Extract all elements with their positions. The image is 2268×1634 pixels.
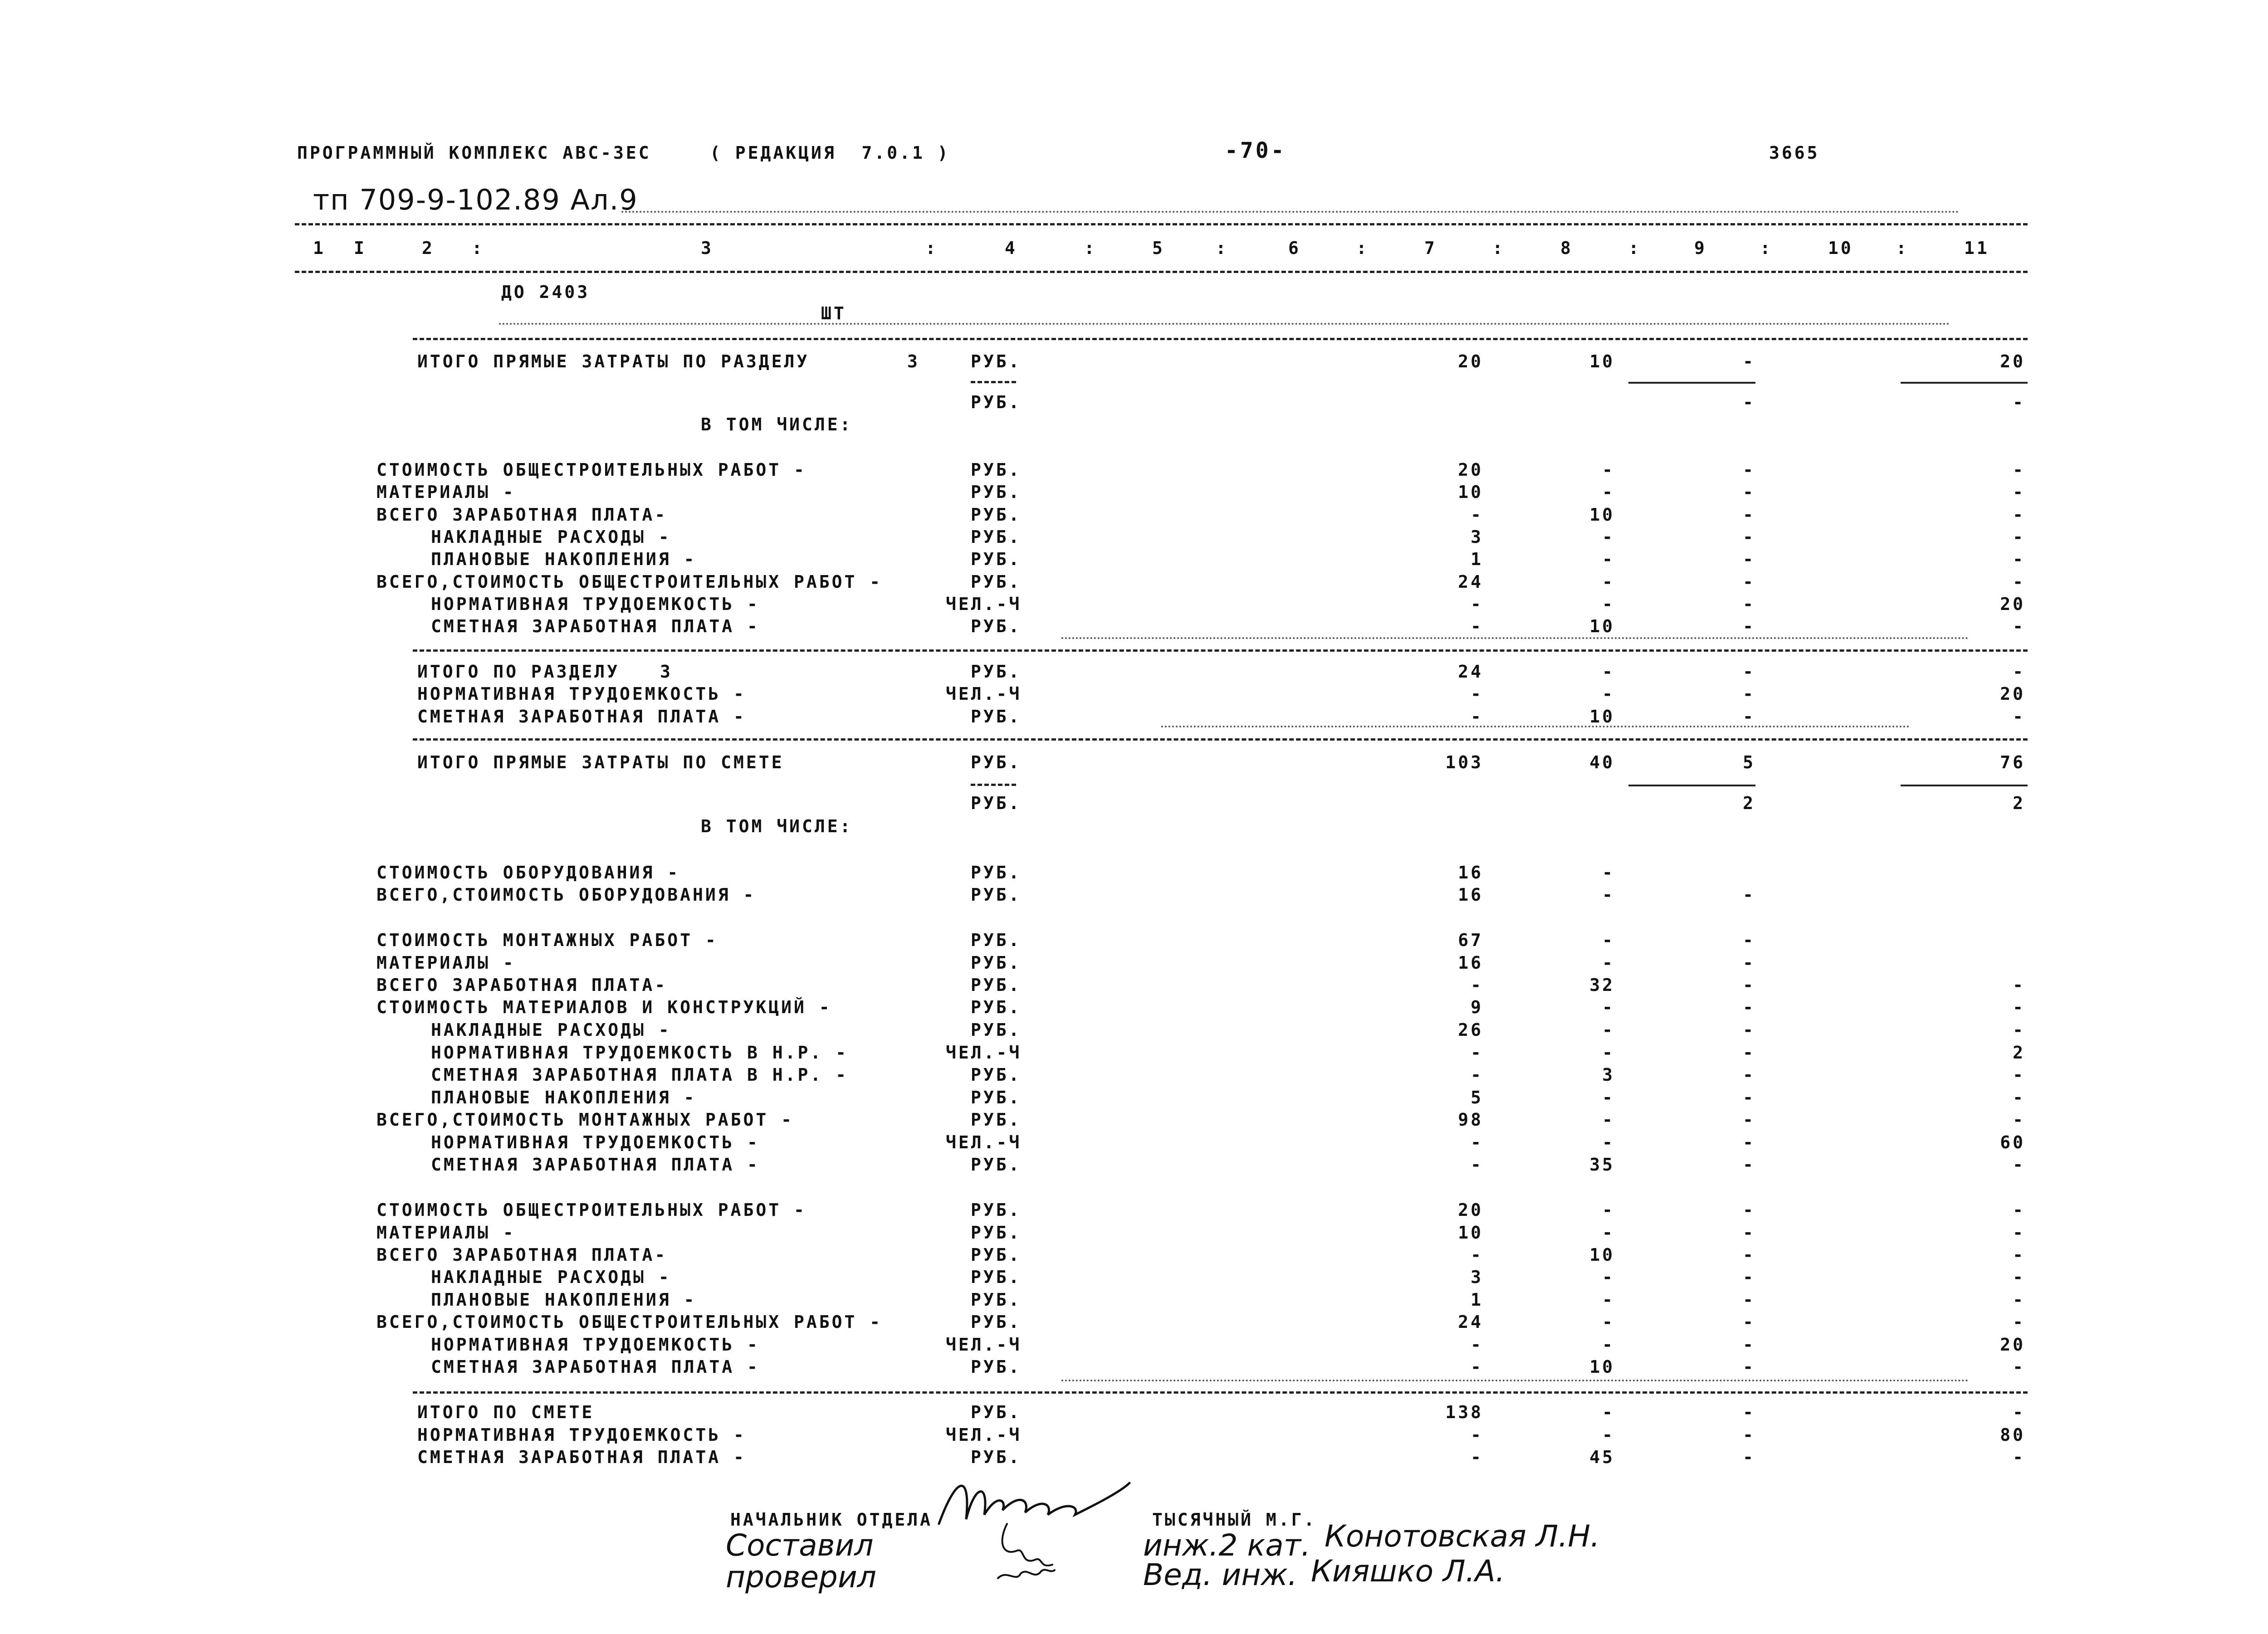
- col9-value: -: [1743, 975, 1755, 995]
- col7-value: 5: [1471, 1088, 1483, 1107]
- row-label: СМЕТНАЯ ЗАРАБОТНАЯ ПЛАТА -: [417, 707, 746, 727]
- row-label: СМЕТНАЯ ЗАРАБОТНАЯ ПЛАТА -: [417, 1447, 746, 1467]
- col11-value: 20: [2000, 684, 2025, 704]
- program-edition: ( РЕДАКЦИЯ 7.0.1 ): [710, 143, 950, 163]
- column-header-16: 9: [1694, 238, 1707, 258]
- col11-value: -: [2013, 1447, 2025, 1467]
- unit-underline-2: [971, 784, 1016, 786]
- column-header-6: 4: [1005, 238, 1017, 258]
- row-unit: ЧЕЛ.-Ч: [946, 594, 1022, 614]
- compiled-label: Составил: [726, 1528, 874, 1563]
- row-unit: РУБ.: [971, 1447, 1022, 1467]
- col8-value: -: [1602, 1267, 1615, 1287]
- checked-label: проверил: [726, 1560, 876, 1595]
- col8-value: -: [1602, 953, 1615, 973]
- row-unit: РУБ.: [971, 953, 1022, 973]
- col7-value: -: [1471, 1043, 1483, 1063]
- row-unit: РУБ.: [971, 752, 1022, 772]
- compiled-role: инж.2 кат.: [1143, 1528, 1311, 1563]
- column-header-13: :: [1492, 238, 1505, 258]
- col8-value: -: [1602, 1425, 1615, 1445]
- row-unit: РУБ.: [971, 1200, 1022, 1220]
- row-label: СТОИМОСТЬ МОНТАЖНЫХ РАБОТ -: [376, 930, 718, 950]
- col9-value: -: [1743, 1088, 1755, 1107]
- column-header-19: :: [1896, 238, 1909, 258]
- row-unit: РУБ.: [971, 793, 1022, 813]
- row-unit: ЧЕЛ.-Ч: [946, 1043, 1022, 1063]
- col7-value: -: [1471, 707, 1483, 727]
- row-unit: РУБ.: [971, 392, 1022, 412]
- col9-value: -: [1743, 1020, 1755, 1040]
- col7-value: 20: [1458, 351, 1483, 371]
- row-unit: ЧЕЛ.-Ч: [946, 1335, 1022, 1355]
- col9-value: -: [1743, 684, 1755, 704]
- c11-underline-2: [1901, 785, 2028, 786]
- col7-value: -: [1471, 594, 1483, 614]
- column-header-15: :: [1628, 238, 1641, 258]
- row-unit: РУБ.: [971, 1155, 1022, 1175]
- col8-value: -: [1602, 684, 1615, 704]
- top-dotted-line: [499, 323, 1950, 325]
- row-label: ПЛАНОВЫЕ НАКОПЛЕНИЯ -: [431, 1290, 697, 1310]
- col9-value: -: [1743, 392, 1755, 412]
- row-unit: РУБ.: [971, 460, 1022, 480]
- col11-value: -: [2013, 549, 2025, 569]
- col9-value: -: [1743, 1402, 1755, 1422]
- col11-value: -: [2013, 1065, 2025, 1085]
- row-label: МАТЕРИАЛЫ -: [376, 1223, 516, 1243]
- row-label: НОРМАТИВНАЯ ТРУДОЕМКОСТЬ -: [417, 1425, 746, 1445]
- col11-value: -: [2013, 1088, 2025, 1107]
- col11-value: -: [2013, 505, 2025, 525]
- col9-value: 5: [1743, 752, 1755, 772]
- col11-value: -: [2013, 1223, 2025, 1243]
- compiled-name: Конотовская Л.Н.: [1325, 1519, 1600, 1554]
- col8-value: -: [1602, 863, 1615, 883]
- row-unit: РУБ.: [971, 482, 1022, 502]
- row-unit: РУБ.: [971, 930, 1022, 950]
- head-of-department-label: НАЧАЛЬНИК ОТДЕЛА: [730, 1510, 933, 1530]
- row-label: НОРМАТИВНАЯ ТРУДОЕМКОСТЬ -: [431, 594, 760, 614]
- column-header-9: :: [1216, 238, 1228, 258]
- col11-value: 80: [2000, 1425, 2025, 1445]
- row-unit: РУБ.: [971, 885, 1022, 905]
- col9-value: -: [1743, 1267, 1755, 1287]
- row-label: СТОИМОСТЬ ОБЩЕСТРОИТЕЛЬНЫХ РАБОТ -: [376, 460, 807, 480]
- col8-value: 10: [1589, 1245, 1615, 1265]
- row-label: СТОИМОСТЬ ОБЩЕСТРОИТЕЛЬНЫХ РАБОТ -: [376, 1200, 807, 1220]
- column-header-5: :: [925, 238, 938, 258]
- col11-value: -: [2013, 482, 2025, 502]
- handwritten-signatures: [930, 1465, 1166, 1610]
- col11-value: -: [2013, 527, 2025, 547]
- row-label: ИТОГО ПРЯМЫЕ ЗАТРАТЫ ПО РАЗДЕЛУ: [417, 351, 810, 371]
- column-header-3: :: [472, 238, 484, 258]
- col7-value: 26: [1458, 1020, 1483, 1040]
- col9-value: -: [1743, 1290, 1755, 1310]
- col11-value: 2: [2013, 1043, 2025, 1063]
- col9-value: -: [1743, 505, 1755, 525]
- dotted-line-4: [1061, 1380, 1969, 1381]
- col9-value: -: [1743, 549, 1755, 569]
- row-label: МАТЕРИАЛЫ -: [376, 953, 516, 973]
- col9-value: -: [1743, 594, 1755, 614]
- col9-value: -: [1743, 1223, 1755, 1243]
- col9-value: -: [1743, 997, 1755, 1017]
- row-label: ВСЕГО,СТОИМОСТЬ ОБЩЕСТРОИТЕЛЬНЫХ РАБОТ -: [376, 1312, 883, 1332]
- col7-value: -: [1471, 1357, 1483, 1377]
- row-label: СТОИМОСТЬ ОБОРУДОВАНИЯ -: [376, 863, 680, 883]
- column-header-18: 10: [1828, 238, 1853, 258]
- col11-value: -: [2013, 572, 2025, 592]
- c9-underline-2: [1628, 785, 1755, 786]
- col7-value: 24: [1458, 572, 1483, 592]
- col7-value: 1: [1471, 1290, 1483, 1310]
- column-header-0: 1: [313, 238, 326, 258]
- col11-value: 20: [2000, 594, 2025, 614]
- row-unit: РУБ.: [971, 1267, 1022, 1287]
- column-header-17: :: [1760, 238, 1773, 258]
- col9-value: -: [1743, 482, 1755, 502]
- col7-value: 138: [1445, 1402, 1483, 1422]
- row-label: ПЛАНОВЫЕ НАКОПЛЕНИЯ -: [431, 1088, 697, 1107]
- row-section-number: 3: [907, 351, 920, 371]
- col7-value: 103: [1445, 752, 1483, 772]
- col7-value: -: [1471, 1335, 1483, 1355]
- row-label: СМЕТНАЯ ЗАРАБОТНАЯ ПЛАТА -: [431, 1357, 760, 1377]
- c11-underline-1: [1901, 382, 2028, 384]
- col7-value: 16: [1458, 885, 1483, 905]
- column-header-7: :: [1084, 238, 1097, 258]
- column-header-20: 11: [1964, 238, 1989, 258]
- row-label: ПЛАНОВЫЕ НАКОПЛЕНИЯ -: [431, 549, 697, 569]
- dotted-line-2: [1061, 637, 1969, 639]
- col7-value: -: [1471, 1425, 1483, 1445]
- col8-value: 10: [1589, 1357, 1615, 1377]
- col8-value: -: [1602, 930, 1615, 950]
- col7-value: -: [1471, 1245, 1483, 1265]
- row-unit: РУБ.: [971, 1357, 1022, 1377]
- col11-value: -: [2013, 997, 2025, 1017]
- col9-value: -: [1743, 1132, 1755, 1152]
- col11-value: -: [2013, 1155, 2025, 1175]
- row-unit: РУБ.: [971, 1402, 1022, 1422]
- row-label: ВСЕГО ЗАРАБОТНАЯ ПЛАТА-: [376, 1245, 668, 1265]
- column-header-1: I: [354, 238, 367, 258]
- unit-label: ШТ: [821, 303, 846, 323]
- row-label: НАКЛАДНЫЕ РАСХОДЫ -: [431, 1267, 671, 1287]
- col8-value: -: [1602, 1043, 1615, 1063]
- row-label: ВСЕГО ЗАРАБОТНАЯ ПЛАТА-: [376, 505, 668, 525]
- doc-number: 3665: [1769, 143, 1820, 163]
- col11-value: -: [2013, 1312, 2025, 1332]
- col8-value: 32: [1589, 975, 1615, 995]
- col11-value: -: [2013, 392, 2025, 412]
- col8-value: -: [1602, 1290, 1615, 1310]
- column-header-8: 5: [1152, 238, 1165, 258]
- col7-value: -: [1471, 1065, 1483, 1085]
- column-header-4: 3: [701, 238, 714, 258]
- col8-value: -: [1602, 1020, 1615, 1040]
- row-label: В ТОМ ЧИСЛЕ:: [701, 415, 853, 434]
- row-unit: ЧЕЛ.-Ч: [946, 684, 1022, 704]
- row-label: ВСЕГО,СТОИМОСТЬ ОБЩЕСТРОИТЕЛЬНЫХ РАБОТ -: [376, 572, 883, 592]
- col9-value: -: [1743, 460, 1755, 480]
- col8-value: -: [1602, 482, 1615, 502]
- col11-value: 60: [2000, 1132, 2025, 1152]
- head-of-department-name: ТЫСЯЧНЫЙ М.Г.: [1152, 1510, 1317, 1530]
- column-header-14: 8: [1560, 238, 1573, 258]
- col9-value: -: [1743, 1245, 1755, 1265]
- checked-name: Кияшко Л.А.: [1311, 1554, 1505, 1589]
- col7-value: -: [1471, 505, 1483, 525]
- col7-value: 9: [1471, 997, 1483, 1017]
- col7-value: 67: [1458, 930, 1483, 950]
- col7-value: 16: [1458, 953, 1483, 973]
- col7-value: 20: [1458, 460, 1483, 480]
- col11-value: -: [2013, 1267, 2025, 1287]
- col11-value: -: [2013, 616, 2025, 636]
- col8-value: 35: [1589, 1155, 1615, 1175]
- col7-value: 20: [1458, 1200, 1483, 1220]
- row-unit: РУБ.: [971, 505, 1022, 525]
- col8-value: -: [1602, 1223, 1615, 1243]
- unit-underline-1: [971, 381, 1016, 383]
- col11-value: -: [2013, 975, 2025, 995]
- section-rule-3: [413, 738, 2028, 741]
- row-label: СМЕТНАЯ ЗАРАБОТНАЯ ПЛАТА -: [431, 1155, 760, 1175]
- row-label: НОРМАТИВНАЯ ТРУДОЕМКОСТЬ -: [431, 1132, 760, 1152]
- col8-value: 3: [1602, 1065, 1615, 1085]
- col9-value: -: [1743, 662, 1755, 682]
- project-code: тп 709-9-102.89 Ал.9: [313, 183, 638, 216]
- row-unit: РУБ.: [971, 351, 1022, 371]
- section-rule-2: [413, 649, 2028, 652]
- col9-value: -: [1743, 885, 1755, 905]
- col8-value: -: [1602, 885, 1615, 905]
- col9-value: -: [1743, 930, 1755, 950]
- row-label: СМЕТНАЯ ЗАРАБОТНАЯ ПЛАТА В Н.Р. -: [431, 1065, 848, 1085]
- col7-value: 24: [1458, 662, 1483, 682]
- col7-value: 98: [1458, 1110, 1483, 1130]
- row-unit: РУБ.: [971, 572, 1022, 592]
- col8-value: 45: [1589, 1447, 1615, 1467]
- row-unit: РУБ.: [971, 1088, 1022, 1107]
- row-unit: РУБ.: [971, 1312, 1022, 1332]
- row-label: ВСЕГО,СТОИМОСТЬ МОНТАЖНЫХ РАБОТ -: [376, 1110, 794, 1130]
- col9-value: -: [1743, 1335, 1755, 1355]
- col7-value: 1: [1471, 549, 1483, 569]
- header-rule-bottom: [295, 271, 2028, 273]
- col8-value: -: [1602, 662, 1615, 682]
- checked-role: Вед. инж.: [1143, 1557, 1297, 1592]
- row-label: ВСЕГО,СТОИМОСТЬ ОБОРУДОВАНИЯ -: [376, 885, 756, 905]
- col9-value: -: [1743, 1065, 1755, 1085]
- col9-value: -: [1743, 616, 1755, 636]
- row-label: НОРМАТИВНАЯ ТРУДОЕМКОСТЬ В Н.Р. -: [431, 1043, 848, 1063]
- col7-value: 3: [1471, 1267, 1483, 1287]
- col7-value: 3: [1471, 527, 1483, 547]
- section-rule-4: [413, 1391, 2028, 1394]
- row-label: СТОИМОСТЬ МАТЕРИАЛОВ И КОНСТРУКЦИЙ -: [376, 997, 832, 1017]
- col11-value: -: [2013, 1020, 2025, 1040]
- col11-value: -: [2013, 1200, 2025, 1220]
- row-unit: РУБ.: [971, 527, 1022, 547]
- column-header-10: 6: [1288, 238, 1301, 258]
- col11-value: 20: [2000, 1335, 2025, 1355]
- row-unit: РУБ.: [971, 863, 1022, 883]
- col9-value: -: [1743, 1200, 1755, 1220]
- row-label: ВСЕГО ЗАРАБОТНАЯ ПЛАТА-: [376, 975, 668, 995]
- row-label: НОРМАТИВНАЯ ТРУДОЕМКОСТЬ -: [417, 684, 746, 704]
- col9-value: -: [1743, 1357, 1755, 1377]
- row-unit: РУБ.: [971, 1065, 1022, 1085]
- row-label: НАКЛАДНЫЕ РАСХОДЫ -: [431, 527, 671, 547]
- row-section-number: 3: [660, 662, 673, 682]
- col7-value: 16: [1458, 863, 1483, 883]
- col7-value: 10: [1458, 1223, 1483, 1243]
- c9-underline-1: [1628, 382, 1755, 384]
- row-unit: РУБ.: [971, 662, 1022, 682]
- col11-value: 20: [2000, 351, 2025, 371]
- row-unit: РУБ.: [971, 975, 1022, 995]
- row-label: НАКЛАДНЫЕ РАСХОДЫ -: [431, 1020, 671, 1040]
- col8-value: -: [1602, 1088, 1615, 1107]
- col8-value: -: [1602, 572, 1615, 592]
- row-unit: РУБ.: [971, 1223, 1022, 1243]
- row-label: ИТОГО ПО РАЗДЕЛУ: [417, 662, 620, 682]
- row-label: ИТОГО ПРЯМЫЕ ЗАТРАТЫ ПО СМЕТЕ: [417, 752, 784, 772]
- column-header-11: :: [1356, 238, 1369, 258]
- col9-value: -: [1743, 1312, 1755, 1332]
- row-unit: РУБ.: [971, 549, 1022, 569]
- row-label: СМЕТНАЯ ЗАРАБОТНАЯ ПЛАТА -: [431, 616, 760, 636]
- row-label: НОРМАТИВНАЯ ТРУДОЕМКОСТЬ -: [431, 1335, 760, 1355]
- col8-value: -: [1602, 1110, 1615, 1130]
- col11-value: -: [2013, 662, 2025, 682]
- column-header-12: 7: [1424, 238, 1437, 258]
- col7-value: -: [1471, 616, 1483, 636]
- col11-value: -: [2013, 707, 2025, 727]
- col8-value: -: [1602, 594, 1615, 614]
- col8-value: -: [1602, 997, 1615, 1017]
- row-unit: ЧЕЛ.-Ч: [946, 1425, 1022, 1445]
- col8-value: 40: [1589, 752, 1615, 772]
- row-unit: РУБ.: [971, 1290, 1022, 1310]
- col11-value: -: [2013, 460, 2025, 480]
- row-label: В ТОМ ЧИСЛЕ:: [701, 816, 853, 836]
- col7-value: -: [1471, 684, 1483, 704]
- col8-value: -: [1602, 549, 1615, 569]
- col8-value: -: [1602, 1312, 1615, 1332]
- col9-value: -: [1743, 953, 1755, 973]
- col8-value: 10: [1589, 351, 1615, 371]
- col11-value: -: [2013, 1245, 2025, 1265]
- col7-value: -: [1471, 1155, 1483, 1175]
- col9-value: -: [1743, 527, 1755, 547]
- col8-value: -: [1602, 460, 1615, 480]
- col7-value: -: [1471, 975, 1483, 995]
- row-unit: ЧЕЛ.-Ч: [946, 1132, 1022, 1152]
- section-rule-1: [413, 338, 2028, 340]
- col8-value: 10: [1589, 505, 1615, 525]
- col11-value: -: [2013, 1402, 2025, 1422]
- header-rule-top: [295, 223, 2028, 225]
- col9-value: -: [1743, 1425, 1755, 1445]
- page-number: -70-: [1225, 138, 1286, 163]
- header-dotted-line: [621, 211, 1960, 213]
- col8-value: 10: [1589, 707, 1615, 727]
- col9-value: -: [1743, 1043, 1755, 1063]
- col11-value: 2: [2013, 793, 2025, 813]
- item-code: ДО 2403: [501, 282, 590, 302]
- col8-value: 10: [1589, 616, 1615, 636]
- row-label: МАТЕРИАЛЫ -: [376, 482, 516, 502]
- row-label: ИТОГО ПО СМЕТЕ: [417, 1402, 595, 1422]
- row-unit: РУБ.: [971, 1020, 1022, 1040]
- col11-value: 76: [2000, 752, 2025, 772]
- col8-value: -: [1602, 1132, 1615, 1152]
- col8-value: -: [1602, 1200, 1615, 1220]
- dotted-line-3: [1161, 726, 1910, 727]
- col7-value: -: [1471, 1132, 1483, 1152]
- row-unit: РУБ.: [971, 616, 1022, 636]
- col11-value: -: [2013, 1110, 2025, 1130]
- row-unit: РУБ.: [971, 1110, 1022, 1130]
- column-header-2: 2: [422, 238, 435, 258]
- row-unit: РУБ.: [971, 1245, 1022, 1265]
- col11-value: -: [2013, 1290, 2025, 1310]
- col9-value: -: [1743, 351, 1755, 371]
- col8-value: -: [1602, 1335, 1615, 1355]
- col11-value: -: [2013, 1357, 2025, 1377]
- col9-value: 2: [1743, 793, 1755, 813]
- row-unit: РУБ.: [971, 707, 1022, 727]
- col9-value: -: [1743, 1110, 1755, 1130]
- col8-value: -: [1602, 527, 1615, 547]
- col7-value: 24: [1458, 1312, 1483, 1332]
- col7-value: 10: [1458, 482, 1483, 502]
- col9-value: -: [1743, 572, 1755, 592]
- col9-value: -: [1743, 707, 1755, 727]
- col7-value: -: [1471, 1447, 1483, 1467]
- col9-value: -: [1743, 1155, 1755, 1175]
- program-title: ПРОГРАММНЫЙ КОМПЛЕКС АВС-3ЕС: [297, 143, 651, 163]
- row-unit: РУБ.: [971, 997, 1022, 1017]
- col9-value: -: [1743, 1447, 1755, 1467]
- col8-value: -: [1602, 1402, 1615, 1422]
